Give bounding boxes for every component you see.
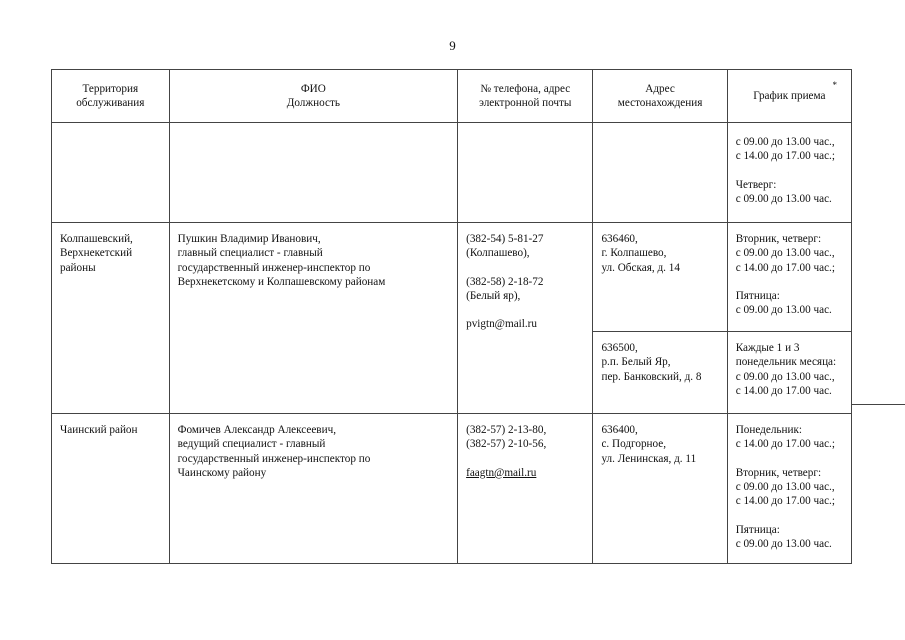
footnote-mark: *: [832, 80, 837, 90]
cell-address: 636460, г. Колпашево, ул. Обская, д. 14: [593, 223, 727, 332]
header-schedule-label: График приема: [753, 89, 826, 102]
phone-kolpashevo: (382-54) 5-81-27 (Колпашево),: [466, 233, 544, 260]
header-phone: № телефона, адрес электронной почты: [458, 70, 593, 123]
cell-phone: [458, 414, 593, 564]
cell-phone: [458, 123, 593, 223]
cell-phone: [458, 223, 593, 414]
cell-territory: [52, 123, 170, 223]
cell-schedule: Каждые 1 и 3 понедельник месяца: с 09.00 до 13.00 час., с 14.00 до 17.00 час.: [727, 332, 851, 414]
cell-schedule: с 09.00 до 13.00 час., с 14.00 до 17.00 час.; Четверг: с 09.00 до 13.00 час.: [727, 123, 851, 223]
cell-name: Пушкин Владимир Иванович, главный специалист - главный государственный инженер-инспектор по Верхнекетскому и Колпашевскому районам: [169, 223, 457, 414]
table-row: [52, 123, 852, 223]
header-territory: Территория обслуживания: [52, 70, 170, 123]
cell-address: [593, 123, 727, 223]
header-schedule: [727, 70, 851, 123]
cell-name: [169, 123, 457, 223]
cell-territory: Колпашевский, Верхнекетский районы: [52, 223, 170, 414]
cell-address: 636500, р.п. Белый Яр, пер. Банковский, д. 8: [593, 332, 727, 414]
table-border-extension: [852, 404, 905, 405]
cell-schedule: Понедельник: с 14.00 до 17.00 час.; Вторник, четверг: с 09.00 до 13.00 час., с 14.00 до 17.00 час.; Пятница: с 09.00 до 13.00 час.: [727, 414, 851, 564]
header-address: Адрес местонахождения: [593, 70, 727, 123]
phone-bely-yar: (382-58) 2-18-72 (Белый яр),: [466, 275, 544, 302]
header-name: ФИО Должность: [169, 70, 457, 123]
cell-territory: Чаинский район: [52, 414, 170, 564]
table-row: [52, 414, 852, 564]
page-number: 9: [449, 38, 456, 53]
phone-numbers: (382-57) 2-13-80, (382-57) 2-10-56,: [466, 424, 547, 451]
cell-address: 636400, с. Подгорное, ул. Ленинская, д. 11: [593, 414, 727, 564]
cell-schedule: Вторник, четверг: с 09.00 до 13.00 час., с 14.00 до 17.00 час.; Пятница: с 09.00 до 13.00 час.: [727, 223, 851, 332]
email-link[interactable]: pvigtn@mail.ru: [466, 318, 537, 331]
table-row: [52, 223, 852, 332]
cell-name: Фомичев Александр Алексеевич, ведущий специалист - главный государственный инженер-инспектор по Чаинскому району: [169, 414, 457, 564]
inspectors-table: [51, 69, 852, 564]
email-link[interactable]: faagtn@mail.ru: [466, 466, 537, 479]
table-header-row: [52, 70, 852, 123]
